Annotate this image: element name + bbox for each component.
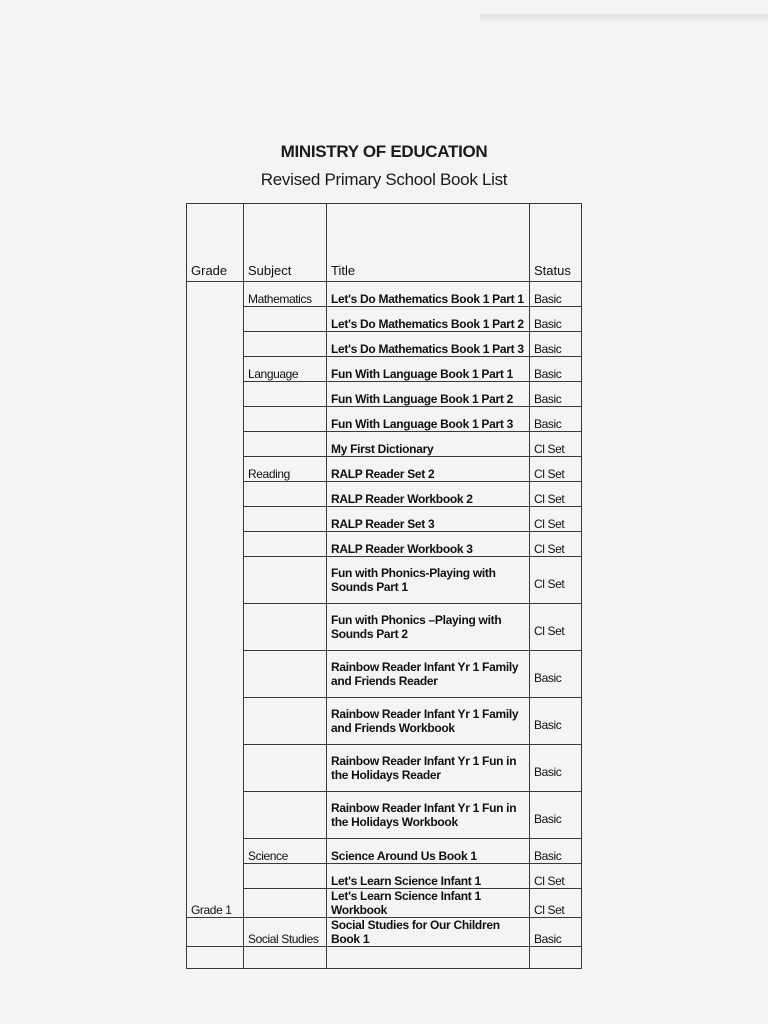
table-row — [187, 604, 582, 651]
book-title: RALP Reader Set 3 — [327, 507, 530, 532]
book-status: Cl Set — [530, 864, 582, 889]
book-title: Fun with Phonics-Playing with Sounds Part 1 — [327, 557, 530, 604]
table-row — [187, 407, 582, 432]
table-row — [187, 382, 582, 407]
book-status: Cl Set — [530, 532, 582, 557]
header-title: Title — [327, 204, 530, 282]
subject-cell-empty — [244, 698, 327, 745]
book-status: Basic — [530, 357, 582, 382]
table-row — [187, 282, 582, 307]
document-subtitle — [0, 170, 768, 190]
empty-cell — [327, 947, 530, 969]
table-row — [187, 864, 582, 889]
subject-cell-empty — [244, 604, 327, 651]
table-row — [187, 839, 582, 864]
book-title: Rainbow Reader Infant Yr 1 Fun in the Holidays Workbook — [327, 792, 530, 839]
subject-language: Language — [244, 357, 327, 382]
subject-cell-empty — [244, 382, 327, 407]
subject-reading: Reading — [244, 457, 327, 482]
book-status: Basic — [530, 332, 582, 357]
subject-cell-empty — [244, 482, 327, 507]
subject-cell-empty — [244, 332, 327, 357]
book-status: Basic — [530, 282, 582, 307]
header-grade: Grade — [187, 204, 244, 282]
book-status: Basic — [530, 307, 582, 332]
subject-science: Science — [244, 839, 327, 864]
book-title: Let's Do Mathematics Book 1 Part 3 — [327, 332, 530, 357]
subject-cell-empty — [244, 792, 327, 839]
book-title: Fun With Language Book 1 Part 2 — [327, 382, 530, 407]
book-title: Let's Learn Science Infant 1 — [327, 864, 530, 889]
booklist-heading: Revised Primary School Book List — [260, 170, 508, 189]
table-row — [187, 482, 582, 507]
subject-cell-empty — [244, 507, 327, 532]
ministry-heading: MINISTRY OF EDUCATION — [280, 142, 488, 161]
book-title: My First Dictionary — [327, 432, 530, 457]
header-status: Status — [530, 204, 582, 282]
subject-cell-empty — [244, 745, 327, 792]
book-status: Basic — [530, 792, 582, 839]
book-title: Fun With Language Book 1 Part 1 — [327, 357, 530, 382]
subject-cell-empty — [244, 432, 327, 457]
subject-cell-empty — [244, 532, 327, 557]
table-row — [187, 918, 582, 947]
book-title: Social Studies for Our Children Book 1 — [327, 918, 530, 947]
subject-social-studies: Social Studies — [244, 918, 327, 947]
grade-cell: Grade 1 — [187, 282, 244, 918]
scan-edge-shadow — [480, 14, 768, 24]
book-status: Cl Set — [530, 507, 582, 532]
table-row-empty — [187, 947, 582, 969]
subject-cell-empty — [244, 651, 327, 698]
table-row — [187, 332, 582, 357]
book-title: Let's Learn Science Infant 1 Workbook — [327, 889, 530, 918]
table-row — [187, 889, 582, 918]
empty-cell — [187, 947, 244, 969]
table-row — [187, 792, 582, 839]
table-row — [187, 307, 582, 332]
subject-mathematics: Mathematics — [244, 282, 327, 307]
book-status: Basic — [530, 918, 582, 947]
book-list-table — [186, 203, 582, 969]
book-title: Let's Do Mathematics Book 1 Part 2 — [327, 307, 530, 332]
subject-cell-empty — [244, 889, 327, 918]
book-status: Basic — [530, 745, 582, 792]
book-status: Basic — [530, 382, 582, 407]
book-status: Basic — [530, 407, 582, 432]
table-row — [187, 745, 582, 792]
book-title: Rainbow Reader Infant Yr 1 Family and Friends Reader — [327, 651, 530, 698]
book-title: Fun With Language Book 1 Part 3 — [327, 407, 530, 432]
table-row — [187, 557, 582, 604]
table-row — [187, 651, 582, 698]
book-status: Cl Set — [530, 432, 582, 457]
table-row — [187, 357, 582, 382]
book-status: Cl Set — [530, 557, 582, 604]
book-status: Basic — [530, 839, 582, 864]
book-title: RALP Reader Workbook 3 — [327, 532, 530, 557]
table-row — [187, 507, 582, 532]
book-title: Let's Do Mathematics Book 1 Part 1 — [327, 282, 530, 307]
book-status: Basic — [530, 651, 582, 698]
book-status: Cl Set — [530, 604, 582, 651]
empty-cell — [244, 947, 327, 969]
grade-cell-empty — [187, 918, 244, 947]
table-row — [187, 432, 582, 457]
book-title: RALP Reader Workbook 2 — [327, 482, 530, 507]
book-title: Rainbow Reader Infant Yr 1 Family and Friends Workbook — [327, 698, 530, 745]
book-status: Cl Set — [530, 889, 582, 918]
book-title: Science Around Us Book 1 — [327, 839, 530, 864]
book-title: RALP Reader Set 2 — [327, 457, 530, 482]
table-row — [187, 532, 582, 557]
book-title: Rainbow Reader Infant Yr 1 Fun in the Holidays Reader — [327, 745, 530, 792]
book-status: Cl Set — [530, 482, 582, 507]
book-status: Basic — [530, 698, 582, 745]
table-row — [187, 457, 582, 482]
table-row — [187, 698, 582, 745]
book-title: Fun with Phonics –Playing with Sounds Part 2 — [327, 604, 530, 651]
table-header-row — [187, 204, 582, 282]
subject-cell-empty — [244, 407, 327, 432]
header-subject: Subject — [244, 204, 327, 282]
book-status: Cl Set — [530, 457, 582, 482]
document-title — [0, 142, 768, 162]
subject-cell-empty — [244, 864, 327, 889]
subject-cell-empty — [244, 557, 327, 604]
subject-cell-empty — [244, 307, 327, 332]
empty-cell — [530, 947, 582, 969]
